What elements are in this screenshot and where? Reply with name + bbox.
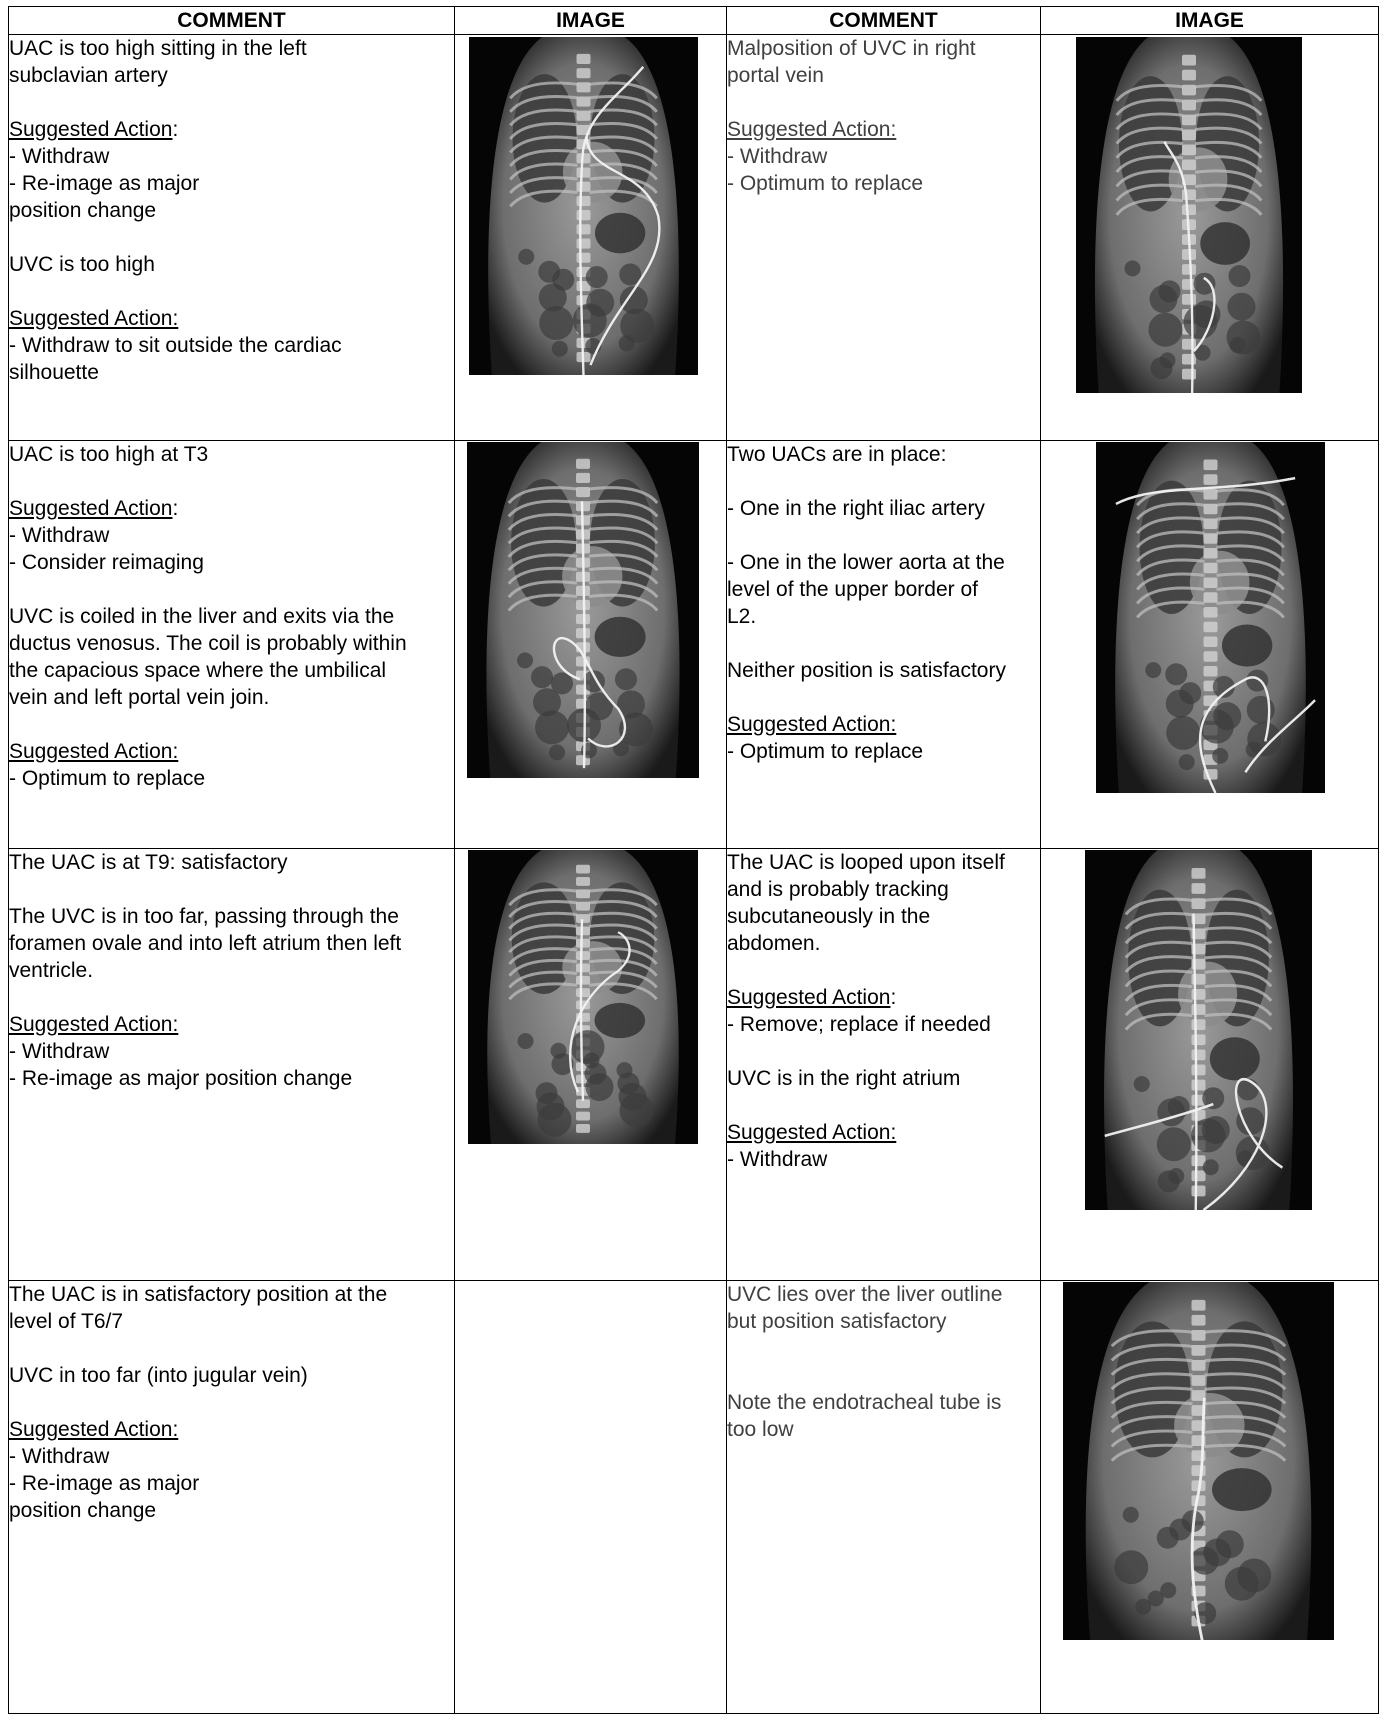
label-colon: : xyxy=(172,118,179,141)
comment-text: Note the endotracheal tube is too low xyxy=(727,1391,1002,1441)
comment-text: UVC is in the right atrium xyxy=(727,1067,961,1090)
table-row xyxy=(9,35,1379,441)
xray-image xyxy=(1085,850,1312,1210)
suggested-action-item: - Remove; replace if needed xyxy=(727,1013,991,1036)
header-row xyxy=(9,7,1379,35)
xray-image xyxy=(1076,37,1302,393)
suggested-action-item: - Withdraw xyxy=(9,524,110,547)
comment-text: Two UACs are in place: xyxy=(727,443,947,466)
comment-text: The UAC is in satisfactory position at the level of T6/7 xyxy=(9,1283,388,1333)
comment-text: UVC is coiled in the liver and exits via the ductus venosus. The coil is probably within the capacious space where the umbilical vein and left portal vein join. xyxy=(9,605,407,709)
comment-text: - One in the lower aorta at the level of the upper border of L2. xyxy=(727,551,1005,628)
comment-cell xyxy=(9,35,455,441)
comment-text: UVC lies over the liver outline but position satisfactory xyxy=(727,1283,1003,1333)
xray-image xyxy=(468,850,698,1144)
suggested-action-label: Suggested Action: xyxy=(9,307,179,330)
image-cell xyxy=(1041,849,1379,1281)
comment-cell xyxy=(727,849,1041,1281)
suggested-action-label: Suggested Action: xyxy=(727,118,897,141)
xray-image xyxy=(1096,442,1325,793)
suggested-action-item: - Withdraw xyxy=(727,1148,828,1171)
comment-text: The UAC is looped upon itself and is probably tracking subcutaneously in the abdomen. xyxy=(727,851,1005,955)
comment-text: Neither position is satisfactory xyxy=(727,659,1006,682)
suggested-action-item: - Re-image as major position change xyxy=(9,1067,353,1090)
suggested-action-block xyxy=(9,738,454,792)
suggested-action-block xyxy=(9,1416,454,1524)
suggested-action-label: Suggested Action xyxy=(9,497,173,520)
suggested-action-label: Suggested Action: xyxy=(9,1013,179,1036)
image-cell-empty xyxy=(455,1281,727,1714)
xray-image xyxy=(1063,1282,1334,1640)
suggested-action-item: - Withdraw xyxy=(727,145,828,168)
suggested-action-block xyxy=(9,305,454,386)
comment-cell xyxy=(9,1281,455,1714)
suggested-action-item: - Withdraw xyxy=(9,145,110,168)
comment-text: UVC is too high xyxy=(9,253,155,276)
suggested-action-label: Suggested Action: xyxy=(727,713,897,736)
header-image-left: IMAGE xyxy=(455,7,727,35)
line-positions-table xyxy=(8,6,1379,1714)
comment-text: UAC is too high sitting in the left subclavian artery xyxy=(9,37,307,87)
comment-cell xyxy=(727,1281,1041,1714)
suggested-action-item: - Withdraw xyxy=(9,1040,110,1063)
image-cell xyxy=(455,849,727,1281)
comment-text: - One in the right iliac artery xyxy=(727,497,985,520)
suggested-action-block xyxy=(727,984,1040,1038)
table-row xyxy=(9,1281,1379,1714)
comment-text: Malposition of UVC in right portal vein xyxy=(727,37,976,87)
suggested-action-label: Suggested Action xyxy=(9,118,173,141)
header-comment-right: COMMENT xyxy=(727,7,1041,35)
suggested-action-label: Suggested Action: xyxy=(9,1418,179,1441)
header-comment-left: COMMENT xyxy=(9,7,455,35)
suggested-action-block xyxy=(727,711,1040,765)
image-cell xyxy=(455,441,727,849)
xray-image xyxy=(467,442,699,778)
suggested-action-item: - Withdraw to sit outside the cardiac silhouette xyxy=(9,334,342,384)
suggested-action-item: - Optimum to replace xyxy=(727,740,924,763)
comment-cell xyxy=(727,441,1041,849)
suggested-action-block xyxy=(9,116,454,224)
image-cell xyxy=(455,35,727,441)
comment-text: The UAC is at T9: satisfactory xyxy=(9,851,288,874)
suggested-action-block xyxy=(727,116,1040,197)
image-cell xyxy=(1041,1281,1379,1714)
suggested-action-block xyxy=(727,1119,1040,1173)
suggested-action-item: - Re-image as major position change xyxy=(9,1472,200,1522)
comment-text: UVC in too far (into jugular vein) xyxy=(9,1364,308,1387)
suggested-action-block xyxy=(9,495,454,576)
suggested-action-label: Suggested Action xyxy=(727,986,891,1009)
suggested-action-block xyxy=(9,1011,454,1092)
suggested-action-label: Suggested Action: xyxy=(9,740,179,763)
image-cell xyxy=(1041,441,1379,849)
suggested-action-label: Suggested Action: xyxy=(727,1121,897,1144)
comment-cell xyxy=(9,849,455,1281)
suggested-action-item: - Consider reimaging xyxy=(9,551,204,574)
suggested-action-item: - Re-image as major position change xyxy=(9,172,200,222)
label-colon: : xyxy=(890,986,897,1009)
comment-cell xyxy=(9,441,455,849)
comment-cell xyxy=(727,35,1041,441)
image-cell xyxy=(1041,35,1379,441)
comment-text: UAC is too high at T3 xyxy=(9,443,209,466)
comment-text: The UVC is in too far, passing through the foramen ovale and into left atrium then left ventricle. xyxy=(9,905,402,982)
label-colon: : xyxy=(172,497,179,520)
suggested-action-item: - Withdraw xyxy=(9,1445,110,1468)
suggested-action-item: - Optimum to replace xyxy=(9,767,206,790)
header-image-right: IMAGE xyxy=(1041,7,1379,35)
xray-image xyxy=(469,37,698,375)
suggested-action-item: - Optimum to replace xyxy=(727,172,924,195)
table-row xyxy=(9,849,1379,1281)
table-row xyxy=(9,441,1379,849)
